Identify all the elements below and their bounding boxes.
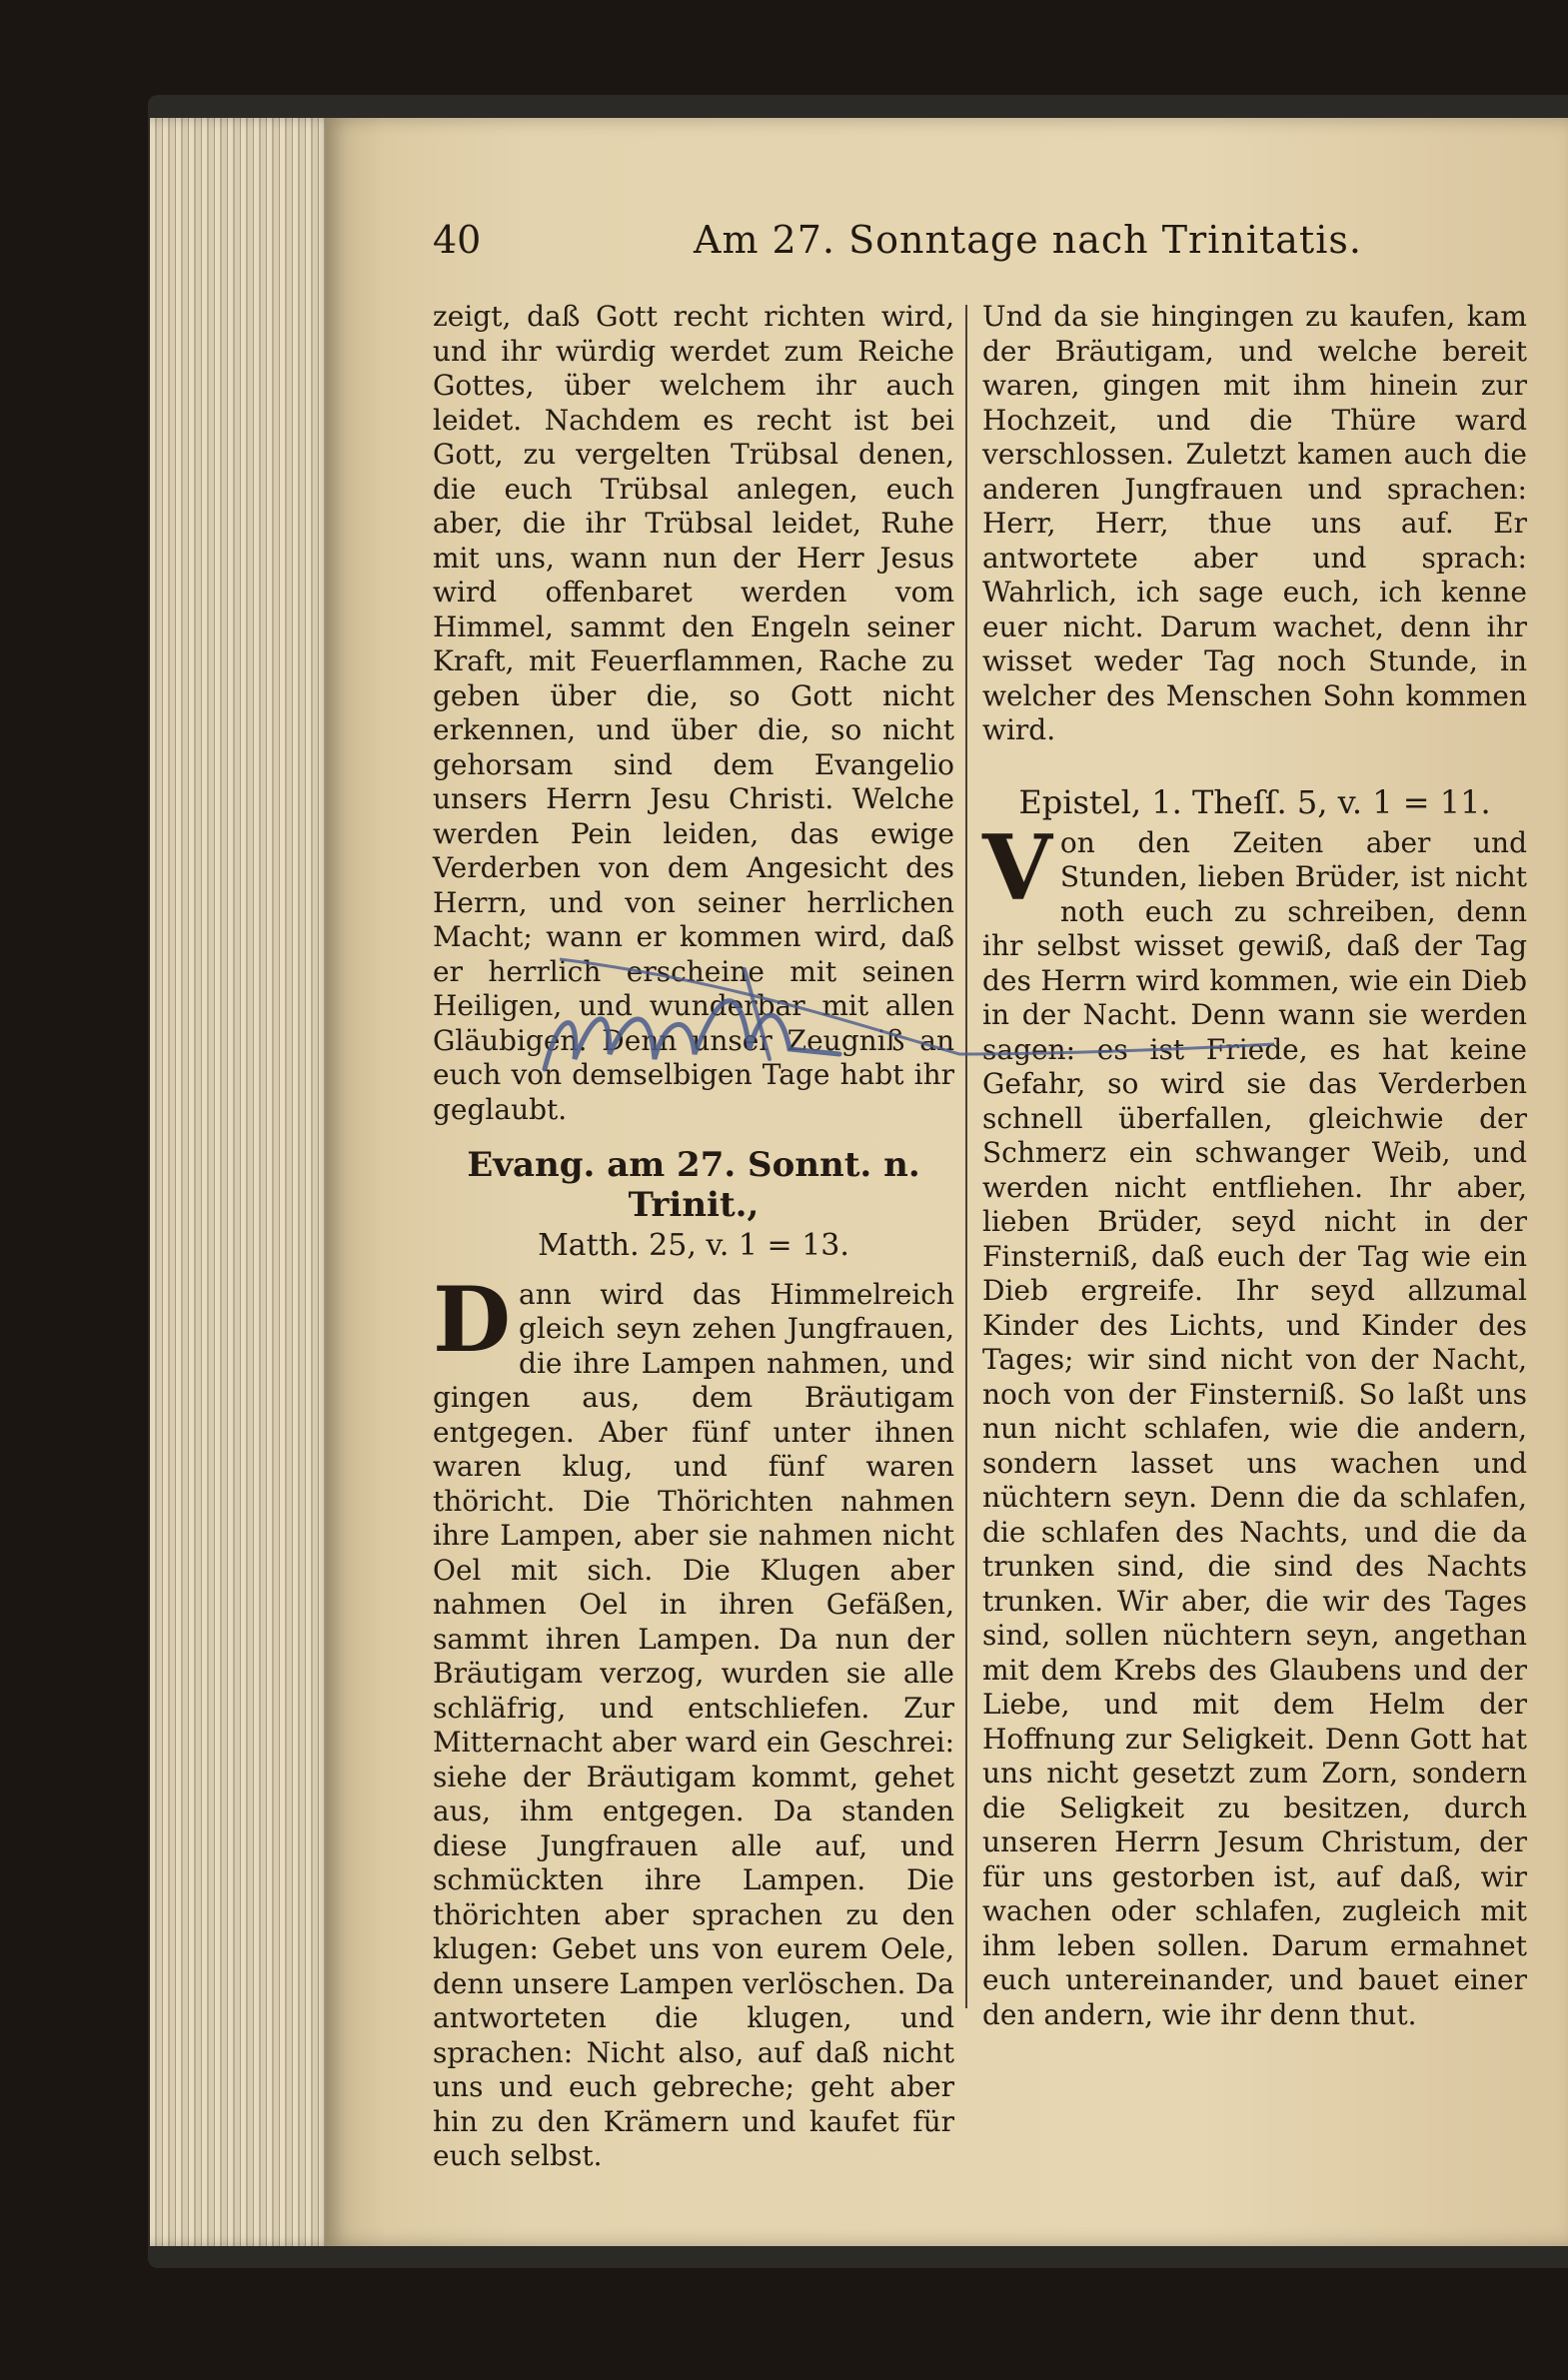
gospel-title: Evang. am 27. Sonnt. n. Trinit., bbox=[467, 1145, 920, 1225]
page-edges bbox=[150, 118, 335, 2246]
epistle-conclusion-text: zeigt, daß Gott recht richten wird, und ihr würdig werdet zum Reiche Gottes, über welchem ihr auch leidet. Nachdem es recht ist bei Gott, zu vergelten Trübsal denen, die euch Trübsal anlegen, euch aber, die ihr Trübsal leidet, Ruhe mit uns, wann nun der Herr Jesus wird offenbaret werden vom Himmel, sammt den Engeln seiner Kraft, mit Feuerflammen, Rache zu geben über die, so Gott nicht erkennen, und über die, so nicht gehorsam sind dem Evangelio unsers Herrn Jesu Christi. Welche werden Pein leiden, das ewige Verderben von dem Angesicht des Herrn, und von seiner herrlichen Macht; wann er kommen wird, daß er herrlich erscheine mit seinen Heiligen, und wunderbar mit allen Gläubigen. Denn unser Zeugniß an euch von demselbigen Tage habt ihr geglaubt. bbox=[433, 300, 954, 1126]
epistle-dropcap: V bbox=[982, 814, 1052, 921]
gospel-text: ann wird das Himmelreich gleich seyn zehen Jungfrauen, die ihre Lampen nahmen, und gingen aus, dem Bräutigam entgegen. Aber fünf unter ihnen waren klug, und fünf waren thöricht. Die Thörichten nahmen ihre Lampen, aber sie nahmen nicht Oel mit sich. Die Klugen aber nahmen Oel in ihren Gefäßen, sammt ihren Lampen. Da nun der Bräutigam verzog, wurden sie alle schläfrig, und entschliefen. Zur Mitternacht aber ward ein Geschrei: siehe der Bräutigam kommt, gehet aus, ihm entgegen. Da standen diese Jungfrauen alle auf, und schmückten ihre Lampen. Die thörichten aber sprachen zu den klugen: Gebet uns von eurem Oele, denn unsere Lampen verlöschen. Da antworteten die klugen, und sprachen: Nicht also, auf daß nicht uns und euch gebreche; geht aber hin zu den Krämern und kaufet für euch selbst. bbox=[433, 1277, 954, 2172]
running-title: Am 27. Sonntage nach Trinitatis. bbox=[694, 218, 1362, 262]
gospel-reference: Matth. 25, v. 1 = 13. bbox=[538, 1228, 849, 1263]
left-column bbox=[433, 300, 954, 2174]
gospel-dropcap: D bbox=[433, 1266, 512, 1373]
epistle-title: Epistel, 1. Theſſ. 5, v. 1 = 11. bbox=[1018, 782, 1491, 821]
gospel-continued-text: Und da sie hingingen zu kaufen, kam der Bräutigam, und welche bereit waren, gingen mit ihm hinein zur Hochzeit, und die Thüre ward verschlossen. Zuletzt kamen auch die anderen Jungfrauen und sprachen: Herr, Herr, thue uns auf. Er antwortete aber und sprach: Wahrlich, ich sage euch, ich kenne euer nicht. Darum wachet, denn ihr wisset weder Tag noch Stunde, in welcher des Menschen Sohn kommen wird. bbox=[982, 300, 1527, 746]
epistle-text: on den Zeiten aber und Stunden, lieben Brüder, ist nicht noth euch zu schreiben, denn ihr selbst wisset gewiß, daß der Tag des Herrn wird kommen, wie ein Dieb in der Nacht. Denn wann sie werden sagen: es ist Friede, es hat keine Gefahr, so wird sie das Verderben schnell überfallen, gleichwie der Schmerz ein schwanger Weib, und werden nicht entfliehen. Ihr aber, lieben Brüder, seyd nicht in der Finsterniß, daß euch der Tag wie ein Dieb ergreife. Ihr seyd allzumal Kinder des Lichts, und Kinder des Tages; wir sind nicht von der Nacht, noch von der Finsterniß. So laßt uns nun nicht schlafen, wie die andern, sondern lasset uns wachen und nüchtern seyn. Denn die da schlafen, die schlafen des Nachts, und die da trunken sind, die sind des Nachts trunken. Wir aber, die wir des Tages sind, sollen nüchtern seyn, angethan mit dem Krebs des Glaubens und der Liebe, und mit dem Helm der Hoffnung zur Seligkeit. Denn Gott hat uns nicht gesetzt zum Zorn, sondern die Seligkeit zu besitzen, durch unseren Herrn Jesum Christum, der für uns gestorben ist, auf daß, wir wachen oder schlafen, zugleich mit ihm leben sollen. Darum ermahnet euch untereinander, und bauet einer den andern, wie ihr denn thut. bbox=[982, 825, 1527, 2031]
page-number: 40 bbox=[433, 218, 482, 262]
gospel-text-block bbox=[433, 1266, 954, 2174]
right-column bbox=[982, 300, 1527, 2032]
column-divider bbox=[965, 305, 967, 2008]
epistle-text-block bbox=[982, 814, 1527, 2033]
